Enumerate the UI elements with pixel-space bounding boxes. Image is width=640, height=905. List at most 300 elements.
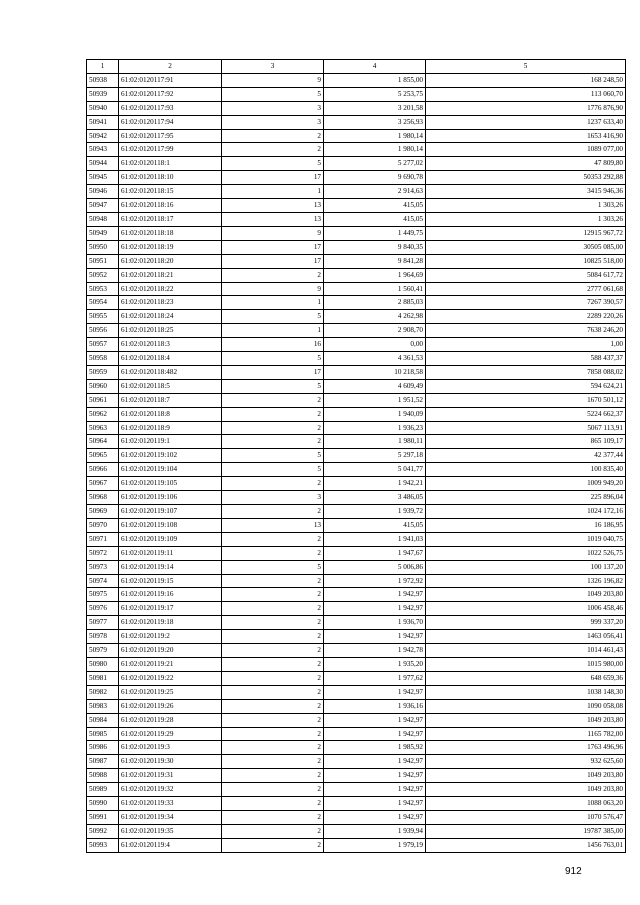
type-code-cell: 2 bbox=[222, 616, 324, 630]
type-code-cell: 17 bbox=[222, 254, 324, 268]
table-row bbox=[87, 212, 626, 226]
row-number-cell: 50969 bbox=[87, 505, 119, 519]
value-cell: 1670 501,12 bbox=[426, 393, 626, 407]
type-code-cell: 2 bbox=[222, 143, 324, 157]
area-cell: 3 201,58 bbox=[324, 101, 426, 115]
cadastral-number-cell: 61:02:0120118:482 bbox=[119, 365, 222, 379]
type-code-cell: 5 bbox=[222, 87, 324, 101]
area-cell: 9 840,35 bbox=[324, 240, 426, 254]
cadastral-number-cell: 61:02:0120117:92 bbox=[119, 87, 222, 101]
row-number-cell: 50982 bbox=[87, 685, 119, 699]
type-code-cell: 2 bbox=[222, 657, 324, 671]
value-cell: 12915 967,72 bbox=[426, 226, 626, 240]
row-number-cell: 50950 bbox=[87, 240, 119, 254]
value-cell: 1070 576,47 bbox=[426, 810, 626, 824]
cadastral-number-cell: 61:02:0120119:105 bbox=[119, 477, 222, 491]
cadastral-number-cell: 61:02:0120118:7 bbox=[119, 393, 222, 407]
cadastral-number-cell: 61:02:0120119:32 bbox=[119, 783, 222, 797]
value-cell: 1019 040,75 bbox=[426, 532, 626, 546]
row-number-cell: 50990 bbox=[87, 797, 119, 811]
cadastral-number-cell: 61:02:0120118:4 bbox=[119, 352, 222, 366]
table-row bbox=[87, 546, 626, 560]
table-row bbox=[87, 532, 626, 546]
table-row bbox=[87, 240, 626, 254]
row-number-cell: 50974 bbox=[87, 574, 119, 588]
value-cell: 648 659,36 bbox=[426, 671, 626, 685]
type-code-cell: 5 bbox=[222, 560, 324, 574]
table-row bbox=[87, 171, 626, 185]
table-row bbox=[87, 310, 626, 324]
cadastral-number-cell: 61:02:0120119:18 bbox=[119, 616, 222, 630]
cadastral-number-cell: 61:02:0120119:29 bbox=[119, 727, 222, 741]
table-row bbox=[87, 87, 626, 101]
value-cell: 30505 085,00 bbox=[426, 240, 626, 254]
row-number-cell: 50949 bbox=[87, 226, 119, 240]
area-cell: 1 980,14 bbox=[324, 129, 426, 143]
type-code-cell: 1 bbox=[222, 296, 324, 310]
row-number-cell: 50955 bbox=[87, 310, 119, 324]
value-cell: 1326 196,82 bbox=[426, 574, 626, 588]
area-cell: 1 935,20 bbox=[324, 657, 426, 671]
cadastral-number-cell: 61:02:0120119:104 bbox=[119, 463, 222, 477]
cadastral-number-cell: 61:02:0120119:20 bbox=[119, 644, 222, 658]
cadastral-number-cell: 61:02:0120119:31 bbox=[119, 769, 222, 783]
value-cell: 1237 633,40 bbox=[426, 115, 626, 129]
column-header: 1 bbox=[87, 60, 119, 74]
row-number-cell: 50948 bbox=[87, 212, 119, 226]
table-row bbox=[87, 185, 626, 199]
type-code-cell: 2 bbox=[222, 727, 324, 741]
value-cell: 1653 416,90 bbox=[426, 129, 626, 143]
cadastral-number-cell: 61:02:0120119:15 bbox=[119, 574, 222, 588]
table-row bbox=[87, 713, 626, 727]
value-cell: 16 186,95 bbox=[426, 518, 626, 532]
value-cell: 7858 088,02 bbox=[426, 365, 626, 379]
table-row bbox=[87, 657, 626, 671]
table-header-row bbox=[87, 60, 626, 74]
cadastral-number-cell: 61:02:0120118:18 bbox=[119, 226, 222, 240]
cadastral-number-cell: 61:02:0120119:28 bbox=[119, 713, 222, 727]
area-cell: 1 964,69 bbox=[324, 268, 426, 282]
area-cell: 1 942,97 bbox=[324, 685, 426, 699]
area-cell: 5 041,77 bbox=[324, 463, 426, 477]
table-row bbox=[87, 797, 626, 811]
type-code-cell: 2 bbox=[222, 755, 324, 769]
area-cell: 415,05 bbox=[324, 199, 426, 213]
cadastral-number-cell: 61:02:0120119:30 bbox=[119, 755, 222, 769]
area-cell: 415,05 bbox=[324, 212, 426, 226]
cadastral-number-cell: 61:02:0120119:34 bbox=[119, 810, 222, 824]
area-cell: 1 936,23 bbox=[324, 421, 426, 435]
type-code-cell: 2 bbox=[222, 644, 324, 658]
row-number-cell: 50967 bbox=[87, 477, 119, 491]
row-number-cell: 50984 bbox=[87, 713, 119, 727]
value-cell: 865 109,17 bbox=[426, 435, 626, 449]
cadastral-number-cell: 61:02:0120118:22 bbox=[119, 282, 222, 296]
value-cell: 7638 246,20 bbox=[426, 324, 626, 338]
type-code-cell: 2 bbox=[222, 602, 324, 616]
cadastral-number-cell: 61:02:0120119:102 bbox=[119, 449, 222, 463]
table-row bbox=[87, 449, 626, 463]
table-row bbox=[87, 727, 626, 741]
area-cell: 5 297,18 bbox=[324, 449, 426, 463]
table-row bbox=[87, 644, 626, 658]
value-cell: 2777 061,68 bbox=[426, 282, 626, 296]
table-row bbox=[87, 518, 626, 532]
row-number-cell: 50976 bbox=[87, 602, 119, 616]
area-cell: 1 449,75 bbox=[324, 226, 426, 240]
table-row bbox=[87, 199, 626, 213]
data-table bbox=[86, 59, 626, 853]
type-code-cell: 2 bbox=[222, 588, 324, 602]
row-number-cell: 50958 bbox=[87, 352, 119, 366]
type-code-cell: 2 bbox=[222, 824, 324, 838]
row-number-cell: 50940 bbox=[87, 101, 119, 115]
value-cell: 1763 496,96 bbox=[426, 741, 626, 755]
value-cell: 1 303,26 bbox=[426, 199, 626, 213]
row-number-cell: 50945 bbox=[87, 171, 119, 185]
row-number-cell: 50939 bbox=[87, 87, 119, 101]
row-number-cell: 50957 bbox=[87, 338, 119, 352]
cadastral-number-cell: 61:02:0120117:95 bbox=[119, 129, 222, 143]
cadastral-number-cell: 61:02:0120119:21 bbox=[119, 657, 222, 671]
cadastral-number-cell: 61:02:0120118:24 bbox=[119, 310, 222, 324]
type-code-cell: 2 bbox=[222, 435, 324, 449]
table-row bbox=[87, 671, 626, 685]
cadastral-number-cell: 61:02:0120119:106 bbox=[119, 491, 222, 505]
type-code-cell: 2 bbox=[222, 505, 324, 519]
area-cell: 1 942,97 bbox=[324, 797, 426, 811]
cadastral-number-cell: 61:02:0120118:17 bbox=[119, 212, 222, 226]
value-cell: 1014 461,43 bbox=[426, 644, 626, 658]
type-code-cell: 2 bbox=[222, 532, 324, 546]
value-cell: 1022 526,75 bbox=[426, 546, 626, 560]
cadastral-number-cell: 61:02:0120119:11 bbox=[119, 546, 222, 560]
value-cell: 100 137,20 bbox=[426, 560, 626, 574]
table-row bbox=[87, 810, 626, 824]
table-row bbox=[87, 407, 626, 421]
type-code-cell: 9 bbox=[222, 282, 324, 296]
column-header: 5 bbox=[426, 60, 626, 74]
table-row bbox=[87, 338, 626, 352]
table-row bbox=[87, 783, 626, 797]
area-cell: 1 942,21 bbox=[324, 477, 426, 491]
area-cell: 4 262,98 bbox=[324, 310, 426, 324]
cadastral-number-cell: 61:02:0120119:4 bbox=[119, 838, 222, 852]
table-row bbox=[87, 365, 626, 379]
row-number-cell: 50973 bbox=[87, 560, 119, 574]
table-row bbox=[87, 685, 626, 699]
row-number-cell: 50942 bbox=[87, 129, 119, 143]
cadastral-number-cell: 61:02:0120119:22 bbox=[119, 671, 222, 685]
table-row bbox=[87, 226, 626, 240]
type-code-cell: 2 bbox=[222, 769, 324, 783]
row-number-cell: 50952 bbox=[87, 268, 119, 282]
area-cell: 1 951,52 bbox=[324, 393, 426, 407]
type-code-cell: 2 bbox=[222, 685, 324, 699]
type-code-cell: 2 bbox=[222, 741, 324, 755]
value-cell: 1456 763,01 bbox=[426, 838, 626, 852]
area-cell: 1 939,72 bbox=[324, 505, 426, 519]
cadastral-number-cell: 61:02:0120119:1 bbox=[119, 435, 222, 449]
row-number-cell: 50956 bbox=[87, 324, 119, 338]
area-cell: 1 939,94 bbox=[324, 824, 426, 838]
type-code-cell: 17 bbox=[222, 171, 324, 185]
type-code-cell: 2 bbox=[222, 630, 324, 644]
table-body bbox=[87, 73, 626, 852]
area-cell: 1 855,00 bbox=[324, 73, 426, 87]
type-code-cell: 9 bbox=[222, 73, 324, 87]
row-number-cell: 50938 bbox=[87, 73, 119, 87]
row-number-cell: 50965 bbox=[87, 449, 119, 463]
row-number-cell: 50993 bbox=[87, 838, 119, 852]
area-cell: 5 277,02 bbox=[324, 157, 426, 171]
area-cell: 1 980,14 bbox=[324, 143, 426, 157]
row-number-cell: 50988 bbox=[87, 769, 119, 783]
row-number-cell: 50947 bbox=[87, 199, 119, 213]
cadastral-number-cell: 61:02:0120119:16 bbox=[119, 588, 222, 602]
type-code-cell: 5 bbox=[222, 352, 324, 366]
value-cell: 113 060,70 bbox=[426, 87, 626, 101]
value-cell: 3415 946,36 bbox=[426, 185, 626, 199]
cadastral-number-cell: 61:02:0120119:3 bbox=[119, 741, 222, 755]
value-cell: 1165 782,00 bbox=[426, 727, 626, 741]
table-row bbox=[87, 115, 626, 129]
row-number-cell: 50992 bbox=[87, 824, 119, 838]
cadastral-number-cell: 61:02:0120119:2 bbox=[119, 630, 222, 644]
value-cell: 1049 203,80 bbox=[426, 713, 626, 727]
table-row bbox=[87, 741, 626, 755]
type-code-cell: 5 bbox=[222, 463, 324, 477]
type-code-cell: 5 bbox=[222, 449, 324, 463]
table-row bbox=[87, 268, 626, 282]
table-row bbox=[87, 755, 626, 769]
row-number-cell: 50980 bbox=[87, 657, 119, 671]
value-cell: 10825 518,00 bbox=[426, 254, 626, 268]
value-cell: 1049 203,80 bbox=[426, 588, 626, 602]
row-number-cell: 50970 bbox=[87, 518, 119, 532]
table-row bbox=[87, 505, 626, 519]
table-row bbox=[87, 435, 626, 449]
value-cell: 1 303,26 bbox=[426, 212, 626, 226]
cadastral-number-cell: 61:02:0120119:14 bbox=[119, 560, 222, 574]
row-number-cell: 50979 bbox=[87, 644, 119, 658]
row-number-cell: 50966 bbox=[87, 463, 119, 477]
type-code-cell: 2 bbox=[222, 797, 324, 811]
table-row bbox=[87, 574, 626, 588]
table-row bbox=[87, 588, 626, 602]
value-cell: 1038 148,30 bbox=[426, 685, 626, 699]
table-row bbox=[87, 630, 626, 644]
row-number-cell: 50964 bbox=[87, 435, 119, 449]
table-row bbox=[87, 477, 626, 491]
value-cell: 588 437,37 bbox=[426, 352, 626, 366]
table-row bbox=[87, 602, 626, 616]
type-code-cell: 17 bbox=[222, 365, 324, 379]
value-cell: 1006 458,46 bbox=[426, 602, 626, 616]
type-code-cell: 2 bbox=[222, 699, 324, 713]
table-row bbox=[87, 157, 626, 171]
area-cell: 1 977,62 bbox=[324, 671, 426, 685]
area-cell: 10 218,58 bbox=[324, 365, 426, 379]
area-cell: 2 885,03 bbox=[324, 296, 426, 310]
cadastral-number-cell: 61:02:0120117:91 bbox=[119, 73, 222, 87]
cadastral-number-cell: 61:02:0120118:23 bbox=[119, 296, 222, 310]
page-number: 912 bbox=[565, 866, 582, 877]
cadastral-number-cell: 61:02:0120118:20 bbox=[119, 254, 222, 268]
type-code-cell: 2 bbox=[222, 671, 324, 685]
table-row bbox=[87, 393, 626, 407]
cadastral-number-cell: 61:02:0120117:93 bbox=[119, 101, 222, 115]
area-cell: 1 942,97 bbox=[324, 588, 426, 602]
cadastral-number-cell: 61:02:0120118:5 bbox=[119, 379, 222, 393]
value-cell: 1089 077,00 bbox=[426, 143, 626, 157]
cadastral-number-cell: 61:02:0120117:94 bbox=[119, 115, 222, 129]
value-cell: 1049 203,80 bbox=[426, 769, 626, 783]
area-cell: 2 914,63 bbox=[324, 185, 426, 199]
value-cell: 932 625,60 bbox=[426, 755, 626, 769]
area-cell: 1 941,03 bbox=[324, 532, 426, 546]
area-cell: 9 841,28 bbox=[324, 254, 426, 268]
type-code-cell: 17 bbox=[222, 240, 324, 254]
value-cell: 47 809,80 bbox=[426, 157, 626, 171]
value-cell: 1776 876,90 bbox=[426, 101, 626, 115]
area-cell: 1 940,09 bbox=[324, 407, 426, 421]
type-code-cell: 5 bbox=[222, 379, 324, 393]
row-number-cell: 50961 bbox=[87, 393, 119, 407]
type-code-cell: 2 bbox=[222, 810, 324, 824]
type-code-cell: 2 bbox=[222, 407, 324, 421]
value-cell: 1088 063,20 bbox=[426, 797, 626, 811]
row-number-cell: 50944 bbox=[87, 157, 119, 171]
row-number-cell: 50978 bbox=[87, 630, 119, 644]
area-cell: 2 908,70 bbox=[324, 324, 426, 338]
table-row bbox=[87, 699, 626, 713]
area-cell: 1 942,97 bbox=[324, 755, 426, 769]
value-cell: 7267 390,57 bbox=[426, 296, 626, 310]
row-number-cell: 50963 bbox=[87, 421, 119, 435]
cadastral-number-cell: 61:02:0120118:19 bbox=[119, 240, 222, 254]
value-cell: 999 337,20 bbox=[426, 616, 626, 630]
table-row bbox=[87, 129, 626, 143]
cadastral-number-cell: 61:02:0120118:9 bbox=[119, 421, 222, 435]
area-cell: 1 942,97 bbox=[324, 810, 426, 824]
row-number-cell: 50972 bbox=[87, 546, 119, 560]
row-number-cell: 50953 bbox=[87, 282, 119, 296]
table-row bbox=[87, 324, 626, 338]
type-code-cell: 2 bbox=[222, 129, 324, 143]
type-code-cell: 5 bbox=[222, 157, 324, 171]
table-row bbox=[87, 824, 626, 838]
row-number-cell: 50987 bbox=[87, 755, 119, 769]
area-cell: 1 942,97 bbox=[324, 713, 426, 727]
value-cell: 1049 203,80 bbox=[426, 783, 626, 797]
type-code-cell: 1 bbox=[222, 324, 324, 338]
area-cell: 1 942,97 bbox=[324, 783, 426, 797]
value-cell: 1,00 bbox=[426, 338, 626, 352]
cadastral-number-cell: 61:02:0120118:15 bbox=[119, 185, 222, 199]
type-code-cell: 2 bbox=[222, 393, 324, 407]
table-row bbox=[87, 838, 626, 852]
type-code-cell: 2 bbox=[222, 268, 324, 282]
type-code-cell: 2 bbox=[222, 477, 324, 491]
type-code-cell: 3 bbox=[222, 491, 324, 505]
value-cell: 168 248,50 bbox=[426, 73, 626, 87]
table-row bbox=[87, 463, 626, 477]
table-row bbox=[87, 616, 626, 630]
area-cell: 1 936,16 bbox=[324, 699, 426, 713]
table-row bbox=[87, 352, 626, 366]
table-row bbox=[87, 254, 626, 268]
table-row bbox=[87, 560, 626, 574]
row-number-cell: 50971 bbox=[87, 532, 119, 546]
type-code-cell: 3 bbox=[222, 101, 324, 115]
area-cell: 1 972,92 bbox=[324, 574, 426, 588]
cadastral-number-cell: 61:02:0120119:35 bbox=[119, 824, 222, 838]
value-cell: 100 835,40 bbox=[426, 463, 626, 477]
table-row bbox=[87, 143, 626, 157]
type-code-cell: 13 bbox=[222, 199, 324, 213]
row-number-cell: 50960 bbox=[87, 379, 119, 393]
area-cell: 9 690,78 bbox=[324, 171, 426, 185]
area-cell: 4 361,53 bbox=[324, 352, 426, 366]
area-cell: 3 256,93 bbox=[324, 115, 426, 129]
type-code-cell: 2 bbox=[222, 421, 324, 435]
cadastral-number-cell: 61:02:0120118:8 bbox=[119, 407, 222, 421]
value-cell: 5084 617,72 bbox=[426, 268, 626, 282]
value-cell: 1015 980,00 bbox=[426, 657, 626, 671]
area-cell: 4 609,49 bbox=[324, 379, 426, 393]
row-number-cell: 50989 bbox=[87, 783, 119, 797]
area-cell: 1 979,19 bbox=[324, 838, 426, 852]
type-code-cell: 9 bbox=[222, 226, 324, 240]
value-cell: 19787 385,00 bbox=[426, 824, 626, 838]
area-cell: 5 006,86 bbox=[324, 560, 426, 574]
row-number-cell: 50991 bbox=[87, 810, 119, 824]
type-code-cell: 13 bbox=[222, 518, 324, 532]
row-number-cell: 50954 bbox=[87, 296, 119, 310]
type-code-cell: 2 bbox=[222, 838, 324, 852]
cadastral-number-cell: 61:02:0120118:10 bbox=[119, 171, 222, 185]
area-cell: 1 942,97 bbox=[324, 602, 426, 616]
type-code-cell: 2 bbox=[222, 574, 324, 588]
value-cell: 225 896,04 bbox=[426, 491, 626, 505]
area-cell: 1 560,41 bbox=[324, 282, 426, 296]
type-code-cell: 16 bbox=[222, 338, 324, 352]
row-number-cell: 50962 bbox=[87, 407, 119, 421]
area-cell: 1 942,97 bbox=[324, 630, 426, 644]
value-cell: 5067 113,91 bbox=[426, 421, 626, 435]
type-code-cell: 2 bbox=[222, 783, 324, 797]
cadastral-number-cell: 61:02:0120118:3 bbox=[119, 338, 222, 352]
row-number-cell: 50951 bbox=[87, 254, 119, 268]
column-header: 4 bbox=[324, 60, 426, 74]
type-code-cell: 2 bbox=[222, 713, 324, 727]
cadastral-number-cell: 61:02:0120119:107 bbox=[119, 505, 222, 519]
cadastral-number-cell: 61:02:0120117:99 bbox=[119, 143, 222, 157]
table-row bbox=[87, 296, 626, 310]
type-code-cell: 3 bbox=[222, 115, 324, 129]
area-cell: 3 486,05 bbox=[324, 491, 426, 505]
type-code-cell: 2 bbox=[222, 546, 324, 560]
area-cell: 1 947,67 bbox=[324, 546, 426, 560]
area-cell: 0,00 bbox=[324, 338, 426, 352]
cadastral-number-cell: 61:02:0120119:26 bbox=[119, 699, 222, 713]
value-cell: 1463 056,41 bbox=[426, 630, 626, 644]
area-cell: 1 942,97 bbox=[324, 769, 426, 783]
area-cell: 1 980,11 bbox=[324, 435, 426, 449]
cadastral-number-cell: 61:02:0120118:25 bbox=[119, 324, 222, 338]
